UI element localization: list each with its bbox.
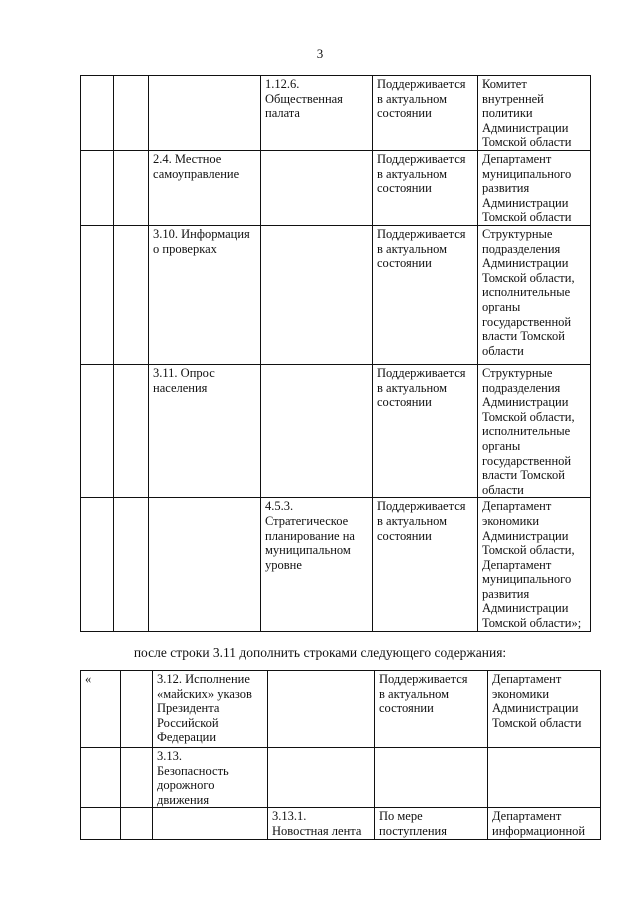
table-cell: [114, 151, 149, 226]
table-cell: [478, 364, 591, 497]
table-row: [81, 225, 591, 364]
cell-text: 3.13. Безопасность дорожного движения: [157, 749, 229, 807]
table-cell: [261, 225, 373, 364]
table-cell: [261, 76, 373, 151]
table-cell: [373, 364, 478, 497]
table-added-rows: [80, 670, 601, 840]
table-cell: [153, 671, 268, 748]
cell-text: Департамент муниципального развития Администрации Томской области: [482, 152, 572, 225]
table-cell: [153, 808, 268, 839]
table-cell: [81, 225, 114, 364]
table-row: [81, 498, 591, 631]
table-cell: [375, 808, 488, 839]
table-cell: [121, 671, 153, 748]
table-cell: [488, 748, 601, 808]
table-cell: [261, 498, 373, 631]
cell-text: 3.10. Информация о проверках: [153, 226, 250, 256]
cell-text: Поддерживается в актуальном состоянии: [377, 226, 466, 271]
page-number: 3: [316, 46, 324, 61]
insertion-instruction: после строки 3.11 дополнить строками следующего содержания:: [133, 645, 507, 660]
cell-text: Поддерживается в актуальном состоянии: [377, 77, 466, 121]
cell-text: Поддерживается в актуальном состоянии: [377, 499, 466, 543]
cell-text: 3.11. Опрос населения: [153, 365, 215, 395]
table-cell: [488, 808, 601, 839]
cell-text: 2.4. Местное самоуправление: [153, 152, 240, 181]
table-cell: [81, 748, 121, 808]
cell-text: 3.13.1. Новостная лента: [272, 809, 362, 838]
cell-text: Поддерживается в актуальном состоянии: [379, 672, 468, 716]
table-cell: [373, 225, 478, 364]
table-cell: [478, 151, 591, 226]
table-cell: [261, 151, 373, 226]
cell-text: 3.12. Исполнение «майских» указов Президента Российской Федерации: [157, 672, 252, 745]
table-cell: [373, 76, 478, 151]
cell-text: Департамент экономики Администрации Томской области: [492, 672, 582, 730]
table-row: [81, 151, 591, 226]
table-cell: [375, 671, 488, 748]
table-cell: [114, 225, 149, 364]
cell-text: Комитет внутренней политики Администрации Томской области: [482, 77, 572, 150]
cell-text: Структурные подразделения Администрации Томской области, исполнительные органы государственной власти Томской области: [482, 226, 575, 358]
table-cell: [268, 671, 375, 748]
table-cell: [375, 748, 488, 808]
cell-text: Поддерживается в актуальном состоянии: [377, 365, 466, 410]
table-cell: [268, 808, 375, 839]
table-cell: [478, 498, 591, 631]
table-cell: [121, 808, 153, 839]
table-cell: [114, 498, 149, 631]
cell-text: Департамент экономики Администрации Томской области, Департамент муниципального развития Администрации Томской области»;: [482, 499, 582, 631]
table-cell: [478, 76, 591, 151]
cell-text: 1.12.6. Общественная палата: [265, 77, 343, 121]
table-continued: [80, 75, 591, 632]
table-cell: [149, 225, 261, 364]
table-cell: [81, 364, 114, 497]
table-continued-body: [81, 76, 591, 632]
table-cell: [81, 671, 121, 748]
cell-text: 4.5.3. Стратегическое планирование на муниципальном уровне: [265, 499, 355, 572]
table-row: [81, 808, 601, 839]
table-cell: [121, 748, 153, 808]
table-cell: [81, 151, 114, 226]
table-cell: [149, 364, 261, 497]
cell-text: Поддерживается в актуальном состоянии: [377, 152, 466, 196]
cell-text: По мере поступления: [379, 809, 447, 838]
table-cell: [478, 225, 591, 364]
table-row: [81, 76, 591, 151]
table-cell: [149, 76, 261, 151]
table-cell: [153, 748, 268, 808]
cell-text: Департамент информационной: [492, 809, 586, 838]
cell-text: «: [85, 672, 92, 686]
table-cell: [81, 808, 121, 839]
table-cell: [149, 151, 261, 226]
table-cell: [81, 498, 114, 631]
table-cell: [268, 748, 375, 808]
table-cell: [261, 364, 373, 497]
table-cell: [114, 76, 149, 151]
table-cell: [81, 76, 114, 151]
table-row: [81, 748, 601, 808]
table-cell: [149, 498, 261, 631]
cell-text: Структурные подразделения Администрации Томской области, исполнительные органы государственной власти Томской области: [482, 365, 575, 497]
table-cell: [114, 364, 149, 497]
table-row: [81, 364, 591, 497]
table-cell: [373, 151, 478, 226]
table-cell: [488, 671, 601, 748]
table-cell: [373, 498, 478, 631]
table-added-rows-body: [81, 671, 601, 840]
table-row: [81, 671, 601, 748]
